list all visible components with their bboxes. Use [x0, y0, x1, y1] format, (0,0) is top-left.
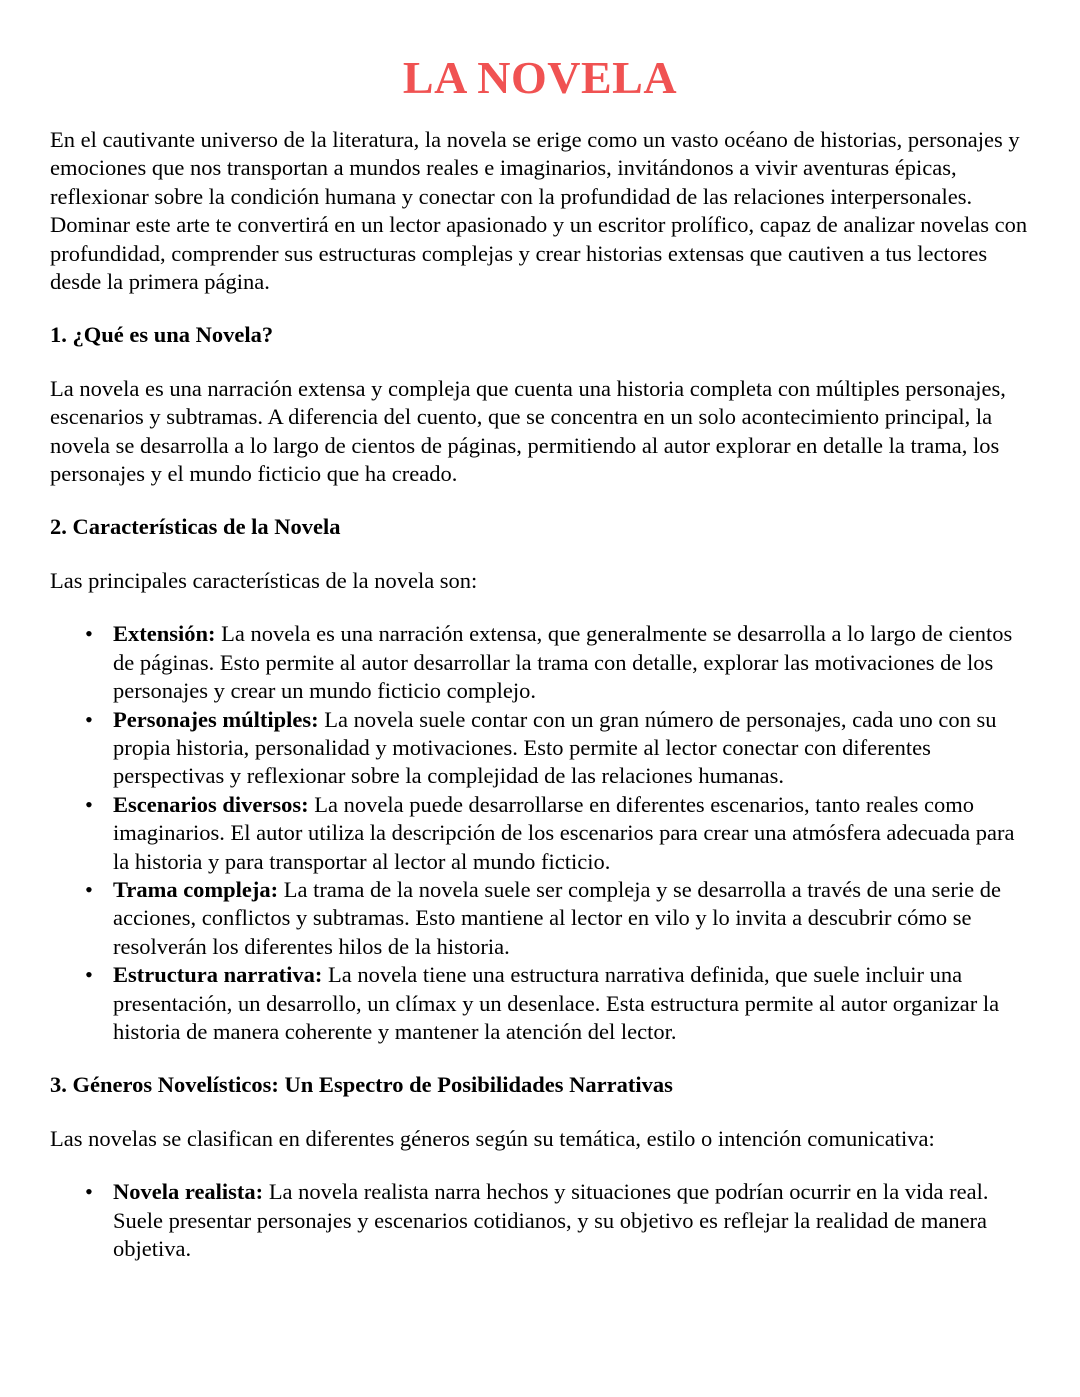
list-item	[85, 961, 1030, 1046]
list-item-term: Trama compleja:	[113, 876, 279, 902]
section-1-text: La novela es una narración extensa y compleja que cuenta una historia completa con múltiples personajes, escenarios y subtramas. A diferencia del cuento, que se concentra en un solo acontecimiento principal, la novela se desarrolla a lo largo de cientos de páginas, permitiendo al autor explorar en detalle la trama, los personajes y el mundo ficticio que ha creado.	[50, 375, 1006, 487]
document-title: LA NOVELA	[402, 52, 678, 103]
list-item-term: Personajes múltiples:	[113, 706, 319, 732]
list-item-term: Extensión:	[113, 621, 216, 647]
list-item-text: La novela suele contar con un gran número de personajes, cada uno con su propia historia, personalidad y motivaciones. Esto permite al lector conectar con diferentes perspectivas y reflexionar sobre la complejidad de las relaciones humanas.	[113, 706, 997, 789]
list-item-text: La novela es una narración extensa, que generalmente se desarrolla a lo largo de cientos de páginas. Esto permite al autor desarrollar la trama con detalle, explorar las motivaciones de los personajes y crear un mundo ficticio complejo.	[113, 621, 1013, 704]
characteristics-list	[50, 620, 1030, 1046]
section-heading-3: 3. Géneros Novelísticos: Un Espectro de Posibilidades Narrativas	[50, 1072, 673, 1098]
list-item	[85, 1178, 1030, 1263]
list-item	[85, 791, 1030, 876]
bullet-icon: •	[85, 706, 93, 732]
bullet-icon: •	[85, 791, 93, 817]
section-heading-2: 2. Características de la Novela	[50, 514, 341, 540]
list-item-term: Novela realista:	[113, 1179, 264, 1205]
bullet-icon: •	[85, 962, 93, 988]
list-item-text: La trama de la novela suele ser compleja y se desarrolla a través de una serie de acciones, conflictos y subtramas. Esto mantiene al lector en vilo y lo invita a descubrir cómo se resolverán los diferentes hilos de la historia.	[113, 876, 1001, 959]
section-3-text: Las novelas se clasifican en diferentes géneros según su temática, estilo o intención comunicativa:	[50, 1125, 935, 1151]
list-item-text: La novela puede desarrollarse en diferentes escenarios, tanto reales como imaginarios. El autor utiliza la descripción de los escenarios para crear una atmósfera adecuada para la historia y para transportar al lector al mundo ficticio.	[113, 791, 1015, 874]
section-2-text: Las principales características de la novela son:	[50, 567, 478, 593]
list-item-text: La novela tiene una estructura narrativa definida, que suele incluir una presentación, un desarrollo, un clímax y un desenlace. Esta estructura permite al autor organizar la historia de manera coherente y mantener la atención del lector.	[113, 962, 1000, 1044]
bullet-icon: •	[85, 621, 93, 647]
bullet-icon: •	[85, 1179, 93, 1205]
section-heading-1: 1. ¿Qué es una Novela?	[50, 322, 274, 348]
list-item	[85, 620, 1030, 705]
intro-paragraph: En el cautivante universo de la literatura, la novela se erige como un vasto océano de historias, personajes y emociones que nos transportan a mundos reales e imaginarios, invitándonos a vivir aventuras épicas, reflexionar sobre la condición humana y conectar con la profundidad de las relaciones interpersonales. Dominar este arte te convertirá en un lector apasionado y un escritor prolífico, capaz de analizar novelas con profundidad, comprender sus estructuras complejas y crear historias extensas que cautiven a tus lectores desde la primera página.	[50, 127, 1028, 295]
list-item-term: Escenarios diversos:	[113, 791, 309, 817]
list-item-text: La novela realista narra hechos y situaciones que podrían ocurrir en la vida real. Suele presentar personajes y escenarios cotidianos, y su objetivo es reflejar la realidad de manera objetiva.	[113, 1179, 989, 1261]
list-item	[85, 876, 1030, 961]
bullet-icon: •	[85, 876, 93, 902]
genres-list	[50, 1178, 1030, 1263]
list-item-term: Estructura narrativa:	[113, 962, 323, 988]
list-item	[85, 706, 1030, 791]
